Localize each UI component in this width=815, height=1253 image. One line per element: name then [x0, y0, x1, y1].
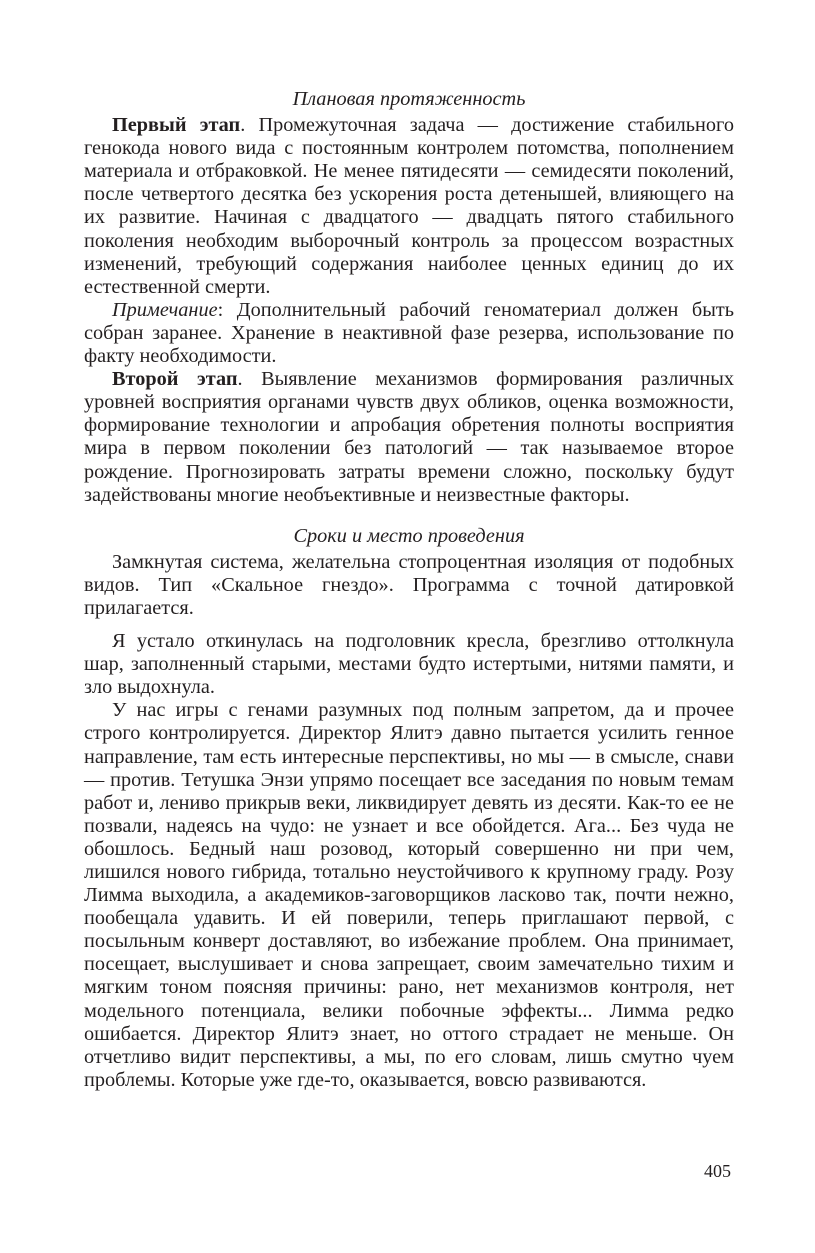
paragraph-closed-system: Замкнутая система, желательна стопроцентная изоляция от подобных видов. Тип «Скальное гнездо». Программа с точной датировкой прилагается. [84, 550, 734, 619]
section-heading-terms-and-place: Сроки и место проведения [293, 524, 525, 547]
paragraph-first-stage [84, 114, 734, 299]
page-number: 405 [704, 1161, 731, 1181]
note-label: Примечание [112, 298, 218, 321]
paragraph-narrative-2: У нас игры с генами разумных под полным запретом, да и прочее строго контролируется. Директор Ялитэ давно пытается усилить генное направление, там есть интересные перспективы, но мы — в смысле, снави — против. Тетушка Энзи упрямо посещает все заседания по новым темам работ и, лениво прикрыв веки, ликвидирует девять из десяти. Как-то ее не позвали, надеясь на чудо: не узнает и все обойдется. Ага... Без чуда не обошлось. Бедный наш розовод, который совершенно ни при чем, лишился нового гибрида, тотально неустойчивого к крупному граду. Розу Лимма выходила, а академиков-заговорщиков ласково так, почти нежно, пообещала удавить. И ей поверили, теперь приглашают первой, с посыльным конверт доставляют, во избежание проблем. Она принимает, посещает, выслушивает и снова запрещает, своим замечательно тихим и мягким тоном поясняя причины: рано, нет механизмов контроля, нет модельного потенциала, велики побочные эффекты... Лимма редко ошибается. Директор Ялитэ знает, но оттого страдает не меньше. Он отчетливо видит перспективы, а мы, по его словам, лишь смутно чуем проблемы. Которые уже где-то, оказывается, вовсю развиваются. [84, 699, 734, 1091]
second-stage-label: Второй этап [112, 368, 238, 391]
note-text: : Дополнительный рабочий геноматериал должен быть собран заранее. Хранение в неактивной фазе резерва, использование по факту необходимости. [84, 298, 734, 368]
second-stage-text: . Выявление механизмов формирования различных уровней восприятия органами чувств двух обликов, оценка возможности, формирование технологии и апробация обретения полноты восприятия мира в первом поколении без патологий — так называемое второе рождение. Прогнозировать затраты времени сложно, поскольку будут задействованы многие необъективные и неизвестные факторы. [84, 368, 734, 506]
paragraph-note [84, 299, 734, 368]
section-heading-planned-duration: Плановая протяженность [292, 88, 526, 110]
page-body [84, 88, 734, 1092]
first-stage-text: . Промежуточная задача — достижение стабильного генокода нового вида с постоянным контролем потомства, пополнением материала и отбраковкой. Не менее пятидесяти — семидесяти поколений, после четвертого десятка без ускорения роста детенышей, влияющего на их развитие. Начиная с двадцатого — двадцать пятого стабильного поколения необходим выборочный контроль за процессом возрастных изменений, требующий содержания наиболее ценных единиц до их естественной смерти. [84, 114, 734, 298]
paragraph-second-stage [84, 368, 734, 507]
first-stage-label: Первый этап [112, 114, 241, 137]
paragraph-narrative-1: Я устало откинулась на подголовник кресла, брезгливо оттолкнула шар, заполненный старыми, местами будто истертыми, нитями памяти, и зло выдохнула. [84, 630, 734, 699]
